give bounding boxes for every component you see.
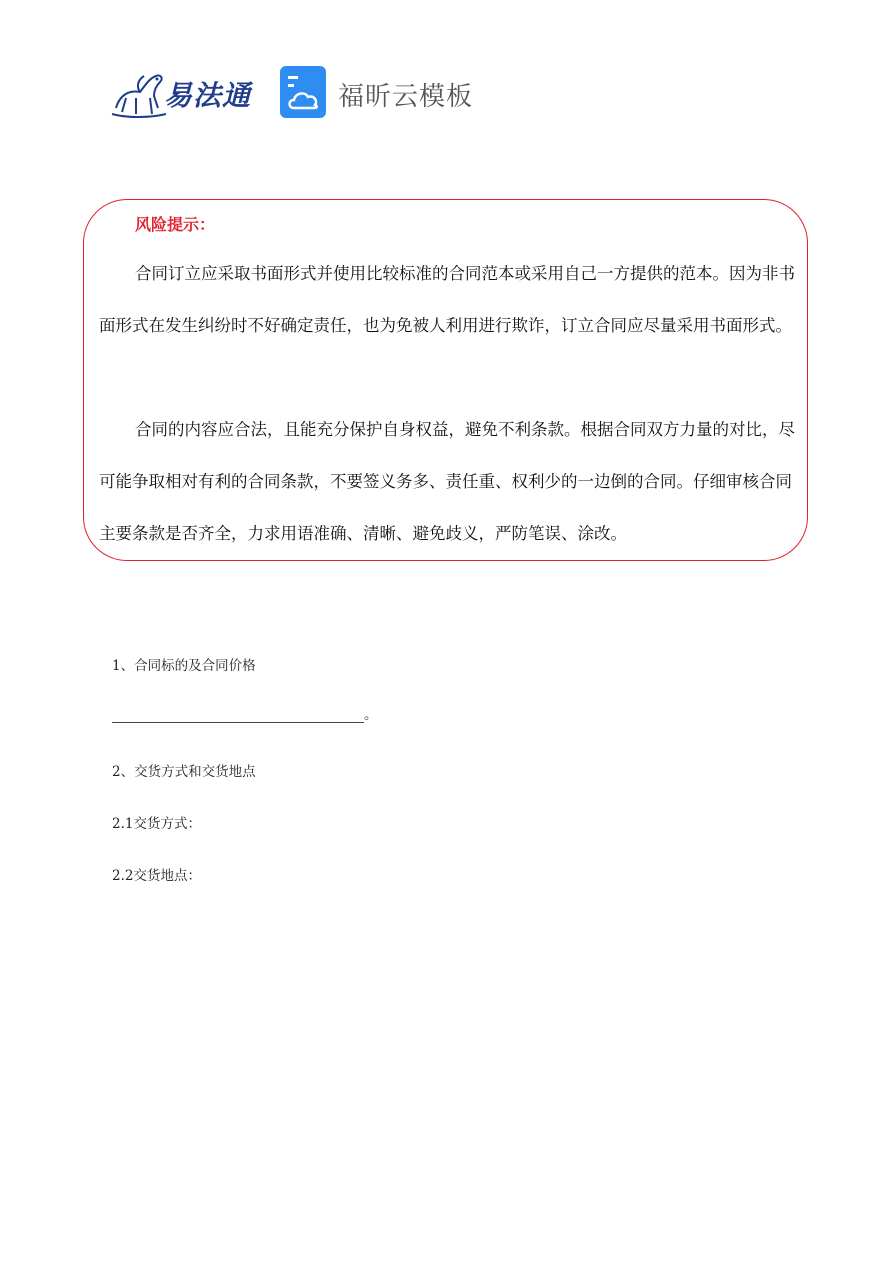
risk-notice-paragraph-1: 合同订立应采取书面形式并使用比较标准的合同范本或采用自己一方提供的范本。因为非书面形式在发生纠纷时不好确定责任，也为免被人利用进行欺诈，订立合同应尽量采用书面形式。 <box>99 264 795 335</box>
yifatong-logo <box>106 64 266 120</box>
document-header <box>106 62 506 122</box>
blank-period: 。 <box>364 707 378 723</box>
clause-1-blank <box>112 703 378 723</box>
cloud-document-icon <box>280 66 326 118</box>
risk-notice-box <box>83 199 808 561</box>
risk-notice-paragraph-2: 合同的内容应合法，且能充分保护自身权益，避免不利条款。根据合同双方力量的对比，尽可能争取相对有利的合同条款，不要签义务多、责任重、权利少的一边倒的合同。仔细审核合同主要条款是否齐全，力求用语准确、清晰、避免歧义，严防笔误、涂改。 <box>99 420 795 543</box>
clause-2-1: 2.1交货方式： <box>112 816 201 832</box>
foxit-template-logo <box>280 66 500 118</box>
foxit-template-text: 福昕云模板 <box>338 82 474 112</box>
risk-notice-title: 风险提示： <box>135 215 216 234</box>
clause-2-heading: 2、交货方式和交货地点 <box>112 764 256 780</box>
yifatong-logo-text: 易法通 <box>164 79 252 112</box>
fill-in-blank-line <box>112 708 364 723</box>
clause-2-2: 2.2交货地点： <box>112 868 201 884</box>
clause-1-heading: 1、合同标的及合同价格 <box>112 658 256 674</box>
horse-logo-icon <box>106 64 170 120</box>
